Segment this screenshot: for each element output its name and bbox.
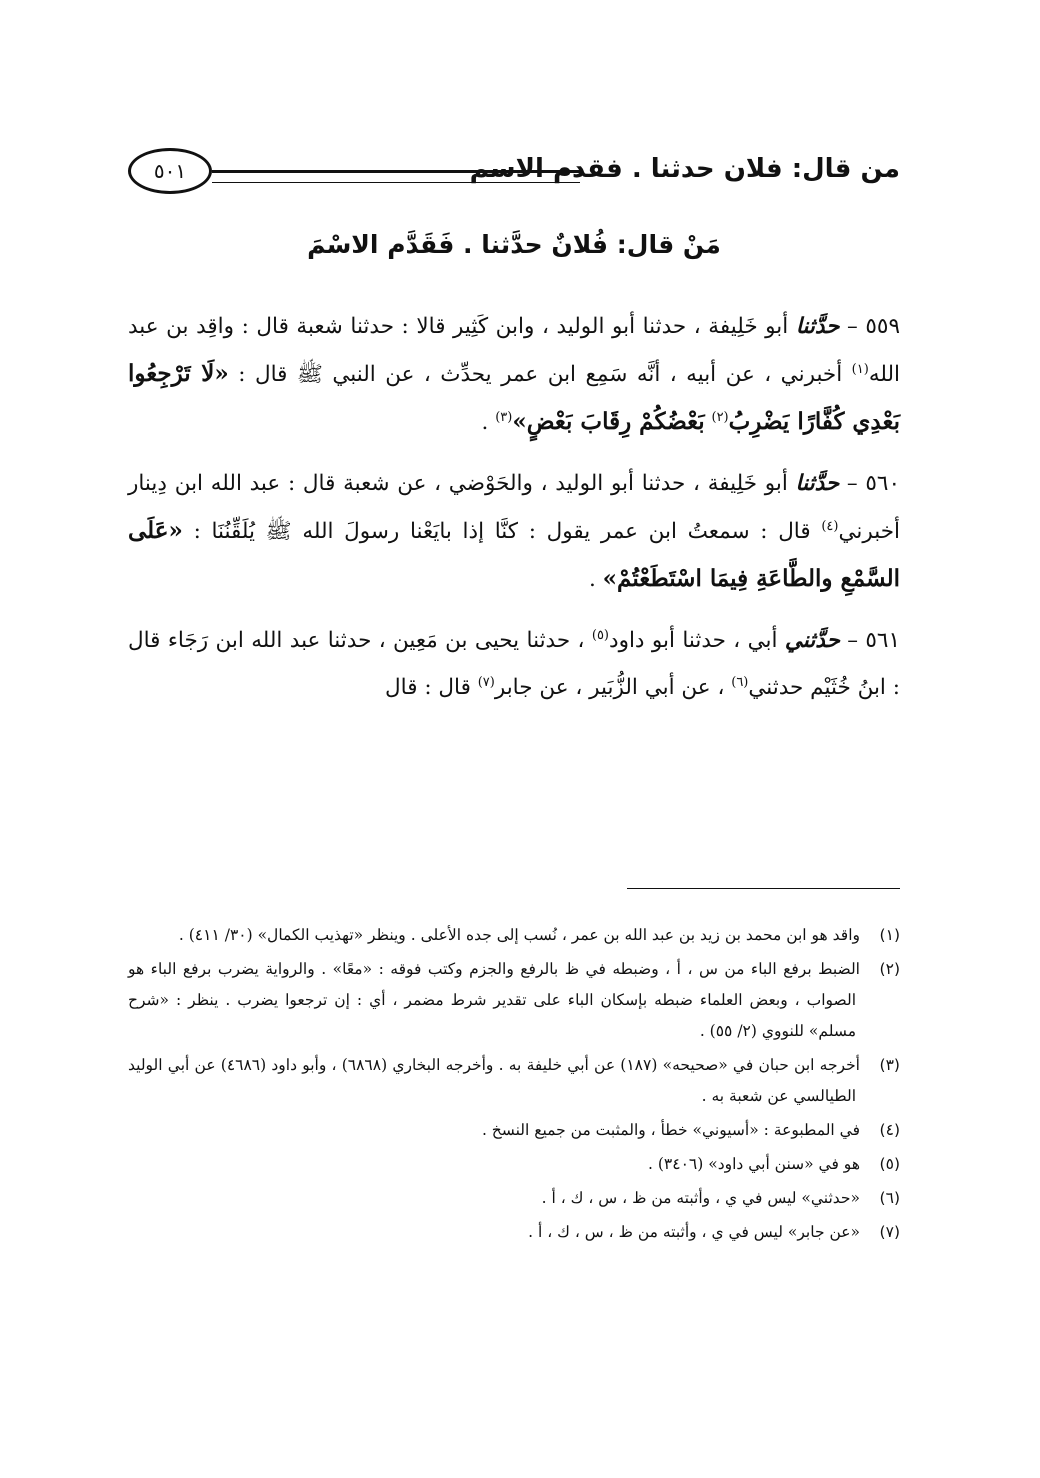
footnote-number: (٧) [879,1223,900,1241]
hadith-quote: بَعْضُكُمْ رِقَابَ بَعْضٍ» [512,408,705,435]
hadith-text: قال : قال [385,675,471,700]
footnote [128,1050,900,1112]
footnote-text: هو في «سنن أبي داود» (٣٤٠٦) . [648,1155,860,1173]
footnote-ref: (٢) [711,409,729,425]
header-rule [212,170,580,183]
hadith-number: ٥٥٩ [865,314,900,339]
hadith-quote: «عَلَى السَّمْعِ والطَّاعَةِ فِيمَا اسْتَطَعْتُمْ» [128,517,900,592]
hadith-opening: حدَّثنا [795,471,840,496]
footnote [128,1149,900,1180]
hadith-560: ٥٦٠ – حدَّثنا أبو خَلِيفة ، حدثنا أبو الوليد ، والحَوْضي ، عن شعبة قال : عبد الله ابن دِينار أخبرني$^{(٤)}$ قال : سمعتُ ابن عمر يقول : كنَّا إذا بايَعْنا رسولَ الله ﷺ يُلَقِّنُنَا : «عَلَى السَّمْعِ والطَّاعَةِ فِيمَا اسْتَطَعْتُمْ» . [128,471,901,592]
hadith-ending: . [481,410,489,435]
footnote [128,954,900,1047]
footnote-ref: (١) [851,361,869,377]
hadith-opening: حدَّثني [784,628,840,653]
section-title: مَنْ قال: فُلانٌ حدَّثنا . فَقَدَّم الاسْمَ [307,230,721,259]
hadith-text: ، عن أبي الزُّبَير ، عن جابر [494,675,725,700]
hadith-opening: حدَّثنا [795,314,840,339]
main-text [128,303,900,725]
footnote [128,1115,900,1146]
hadith-text: أخبرني ، عن أبيه ، أنَّه سَمِع ابن عمر يحدِّث ، عن النبي ﷺ قال : [238,362,843,387]
footnote [128,1217,900,1248]
footnote-ref: (٦) [731,674,749,690]
hadith-text: أبو خَلِيفة ، حدثنا أبو الوليد ، وابن كَثِير قالا : حدثنا شعبة قال : واقِد بن عبد الله [128,314,900,387]
hadith-number: ٥٦٠ [865,471,901,496]
hadith-text: أبو خَلِيفة ، حدثنا أبو الوليد ، والحَوْضي ، عن شعبة قال : عبد الله ابن دِينار أخبرني [128,471,900,544]
running-title: من قال: فلان حدثنا . فقدم الاسم [469,154,900,184]
footnote-text: في المطبوعة : «أسيوني» خطأ ، والمثبت من جميع النسخ . [481,1121,860,1139]
hadith-quote: «لَا تَرْجِعُوا بَعْدِي كُفَّارًا يَضْرِبُ [128,360,900,435]
hadith-ending: . [588,567,596,592]
footnote-number: (٣) [879,1056,900,1074]
footnotes [128,920,900,1251]
footnote-number: (٥) [879,1155,900,1173]
footnote-ref: (٤) [821,518,839,534]
footnote-ref: (٥) [591,627,609,643]
footnote-ref: (٧) [477,674,495,690]
footnote-text: الضبط برفع الباء من س ، أ ، وضبطه في ظ بالرفع والجزم وكتب فوقه : «معًا» . والرواية يضرب برفع الباء هو الصواب ، وبعض العلماء ضبطه بإسكان الباء على تقدير شرط مضمر ، أي : إن ترجعوا يضرب . ينظر : «شرح مسلم» للنووي (٢/ ٥٥) . [128,960,860,1040]
hadith-559: ٥٥٩ – حدَّثنا أبو خَلِيفة ، حدثنا أبو الوليد ، وابن كَثِير قالا : حدثنا شعبة قال : واقِد بن عبد الله$^{(١)}$ أخبرني ، عن أبيه ، أنَّه سَمِع ابن عمر يحدِّث ، عن النبي ﷺ قال : «لَا تَرْجِعُوا بَعْدِي كُفَّارًا يَضْرِبُ$^{(٢)}$ بَعْضُكُمْ رِقَابَ بَعْضٍ»$^{(٣)}$ . [128,314,900,435]
footnote-text: أخرجه ابن حبان في «صحيحه» (١٨٧) عن أبي خليفة به . وأخرجه البخاري (٦٨٦٨) ، وأبو داود (٤٦٨٦) عن أبي الوليد الطيالسي عن شعبة به . [128,1056,860,1105]
footnote [128,920,900,951]
footnote-separator [627,888,900,889]
footnote-number: (٤) [879,1121,900,1139]
running-header [128,148,900,198]
hadith-text: أبي ، حدثنا أبو داود [609,628,778,653]
hadith-text: ، حدثنا يحيى بن مَعِين ، حدثنا عبد الله ابن رَجَاء قال : ابنُ خُثَيْم حدثني [128,628,900,700]
footnote-number: (١) [879,926,900,944]
footnote-text: «عن جابر» ليس في ي ، وأثبته من ظ ، س ، ك ، أ . [528,1223,860,1241]
footnote-text: «حدثني» ليس في ي ، وأثبته من ظ ، س ، ك ، أ . [541,1189,860,1207]
hadith-text: قال : سمعتُ ابن عمر يقول : كنَّا إذا بايَعْنا رسولَ الله ﷺ يُلَقِّنُنَا : [193,519,811,544]
hadith-561: ٥٦١ – حدَّثني أبي ، حدثنا أبو داود$^{(٥)}$ ، حدثنا يحيى بن مَعِين ، حدثنا عبد الله ابن رَجَاء قال : ابنُ خُثَيْم حدثني$^{(٦)}$ ، عن أبي الزُّبَير ، عن جابر$^{(٧)}$ قال : قال [128,627,901,700]
footnote-number: (٢) [879,960,900,978]
footnote-text: واقد هو ابن محمد بن زيد بن عبد الله بن عمر ، نُسب إلى جده الأعلى . وينظر «تهذيب الكمال» (٣٠/ ٤١١) . [178,926,860,944]
footnote-ref: (٣) [495,409,513,425]
footnote-number: (٦) [879,1189,900,1207]
footnote [128,1183,900,1214]
hadith-number: ٥٦١ [865,628,901,653]
page-number: ٥٠١ [128,148,212,194]
